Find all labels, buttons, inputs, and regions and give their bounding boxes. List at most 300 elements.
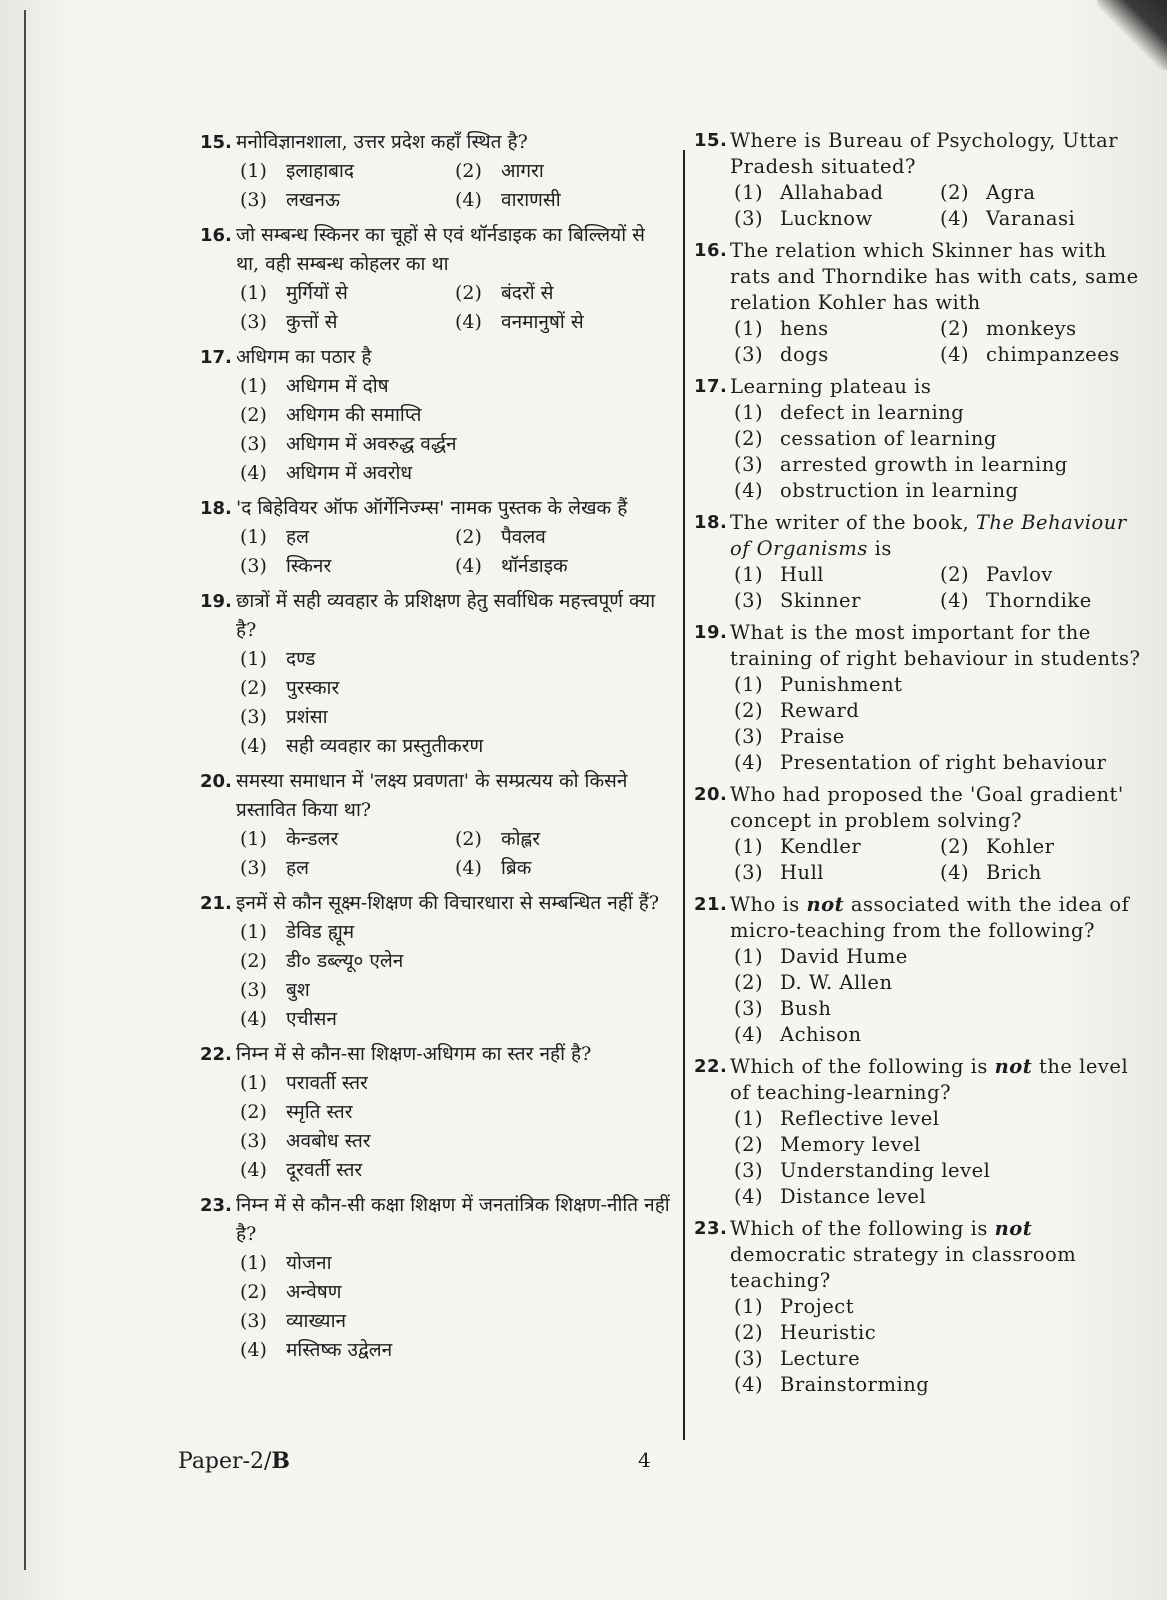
option-text: Punishment	[780, 673, 903, 696]
question-15	[200, 128, 670, 215]
option-text: अधिगम की समाप्ति	[286, 404, 422, 426]
option-text: dogs	[780, 343, 829, 366]
option-4	[240, 1336, 670, 1365]
question-text-part: Which of the following is	[730, 1217, 988, 1240]
option-text: Praise	[780, 725, 845, 748]
question-23	[694, 1216, 1146, 1398]
option-text: Lecture	[780, 1347, 861, 1370]
option-number: (1)	[734, 563, 764, 586]
option-3	[734, 342, 940, 368]
option-text: हल	[286, 526, 309, 548]
option-text: वनमानुषों से	[501, 311, 584, 333]
question-number: 18.	[200, 498, 232, 519]
question-text: The relation which Skinner has with rats and Thorndike has with cats, same relation Kohler has with	[730, 239, 1139, 314]
question-text: अधिगम का पठार है	[236, 346, 372, 368]
option-4	[455, 186, 670, 215]
options	[240, 918, 670, 1034]
option-text: monkeys	[986, 317, 1077, 340]
option-number: (4)	[455, 857, 482, 879]
question-text: समस्या समाधान में 'लक्ष्य प्रवणता' के सम्प्रत्यय को किसने प्रस्तावित किया था?	[236, 770, 628, 821]
option-4	[734, 1184, 1146, 1210]
question-text-part: Who is	[730, 893, 800, 916]
question-number: 22.	[200, 1044, 232, 1065]
question-text-emphasis: not	[806, 893, 845, 916]
option-3	[240, 1127, 670, 1156]
option-2	[240, 401, 670, 430]
option-text: Brich	[986, 861, 1042, 884]
option-3	[734, 1346, 1146, 1372]
option-text: Achison	[780, 1023, 862, 1046]
option-4	[240, 459, 670, 488]
option-text: हल	[286, 857, 309, 879]
option-2	[240, 947, 670, 976]
option-text: Reflective level	[780, 1107, 940, 1130]
option-number: (3)	[734, 589, 764, 612]
option-text: Presentation of right behaviour	[780, 751, 1107, 774]
option-number: (1)	[240, 921, 267, 943]
option-number: (4)	[734, 479, 764, 502]
option-text: योजना	[286, 1252, 332, 1274]
options	[240, 1069, 670, 1185]
question-21	[200, 889, 670, 1034]
option-text: Skinner	[780, 589, 861, 612]
option-4	[240, 1156, 670, 1185]
option-4	[734, 1372, 1146, 1398]
option-2	[455, 523, 670, 552]
option-text: डेविड ह्यूम	[286, 921, 355, 943]
option-number: (2)	[240, 1101, 267, 1123]
question-text-part: associated with the idea of micro-teaching from the following?	[730, 893, 1130, 942]
option-3	[734, 996, 1146, 1022]
option-number: (3)	[240, 706, 267, 728]
option-4	[455, 552, 670, 581]
option-text: arrested growth in learning	[780, 453, 1068, 476]
option-number: (3)	[734, 1347, 764, 1370]
question-18	[694, 510, 1146, 614]
question-number: 15.	[200, 132, 232, 153]
option-text: Thorndike	[986, 589, 1092, 612]
option-number: (4)	[734, 1185, 764, 1208]
option-1	[240, 1249, 670, 1278]
option-text: David Hume	[780, 945, 908, 968]
option-4	[940, 206, 1146, 232]
question-21	[694, 892, 1146, 1048]
option-1	[734, 562, 940, 588]
binding-edge	[24, 10, 26, 1570]
option-number: (3)	[240, 1310, 267, 1332]
option-1	[240, 645, 670, 674]
option-text: Bush	[780, 997, 832, 1020]
option-number: (2)	[455, 828, 482, 850]
option-4	[940, 342, 1146, 368]
option-text: कुत्तों से	[286, 311, 338, 333]
option-text: अधिगम में अवरोध	[286, 462, 413, 484]
option-number: (4)	[240, 462, 267, 484]
option-number: (2)	[734, 699, 764, 722]
options	[734, 316, 1146, 368]
option-1	[734, 944, 1146, 970]
option-number: (3)	[734, 997, 764, 1020]
question-text-emphasis: The Behaviour of Organisms	[730, 511, 1127, 560]
option-3	[734, 724, 1146, 750]
options	[240, 825, 670, 883]
option-number: (3)	[734, 1159, 764, 1182]
option-2	[734, 1132, 1146, 1158]
option-text: लखनऊ	[286, 189, 340, 211]
option-number: (2)	[455, 526, 482, 548]
question-22	[200, 1040, 670, 1185]
option-text: D. W. Allen	[780, 971, 893, 994]
option-3	[734, 1158, 1146, 1184]
option-4	[240, 1005, 670, 1034]
question-18	[200, 494, 670, 581]
option-text: Agra	[986, 181, 1036, 204]
option-3	[240, 430, 670, 459]
options	[734, 672, 1146, 776]
question-number: 17.	[694, 376, 728, 397]
option-text: डी० डब्ल्यू० एलेन	[286, 950, 404, 972]
hindi-column	[200, 128, 670, 1371]
question-text	[730, 1054, 1146, 1106]
options	[240, 1249, 670, 1365]
option-number: (1)	[240, 526, 267, 548]
option-text: अधिगम में अवरुद्ध वर्द्धन	[286, 433, 457, 455]
option-number: (4)	[940, 589, 970, 612]
option-3	[734, 588, 940, 614]
question-number: 16.	[200, 225, 232, 246]
option-number: (1)	[240, 828, 267, 850]
options	[240, 157, 670, 215]
option-text: सही व्यवहार का प्रस्तुतीकरण	[286, 735, 484, 757]
option-number: (2)	[455, 160, 482, 182]
option-number: (3)	[734, 861, 764, 884]
option-1	[240, 523, 455, 552]
option-number: (4)	[240, 1159, 267, 1181]
option-text: Distance level	[780, 1185, 927, 1208]
option-3	[734, 452, 1146, 478]
question-number: 19.	[200, 591, 232, 612]
option-number: (4)	[240, 735, 267, 757]
option-text: chimpanzees	[986, 343, 1120, 366]
option-number: (2)	[734, 971, 764, 994]
option-text: केन्डलर	[286, 828, 339, 850]
option-2	[240, 1278, 670, 1307]
options	[240, 523, 670, 581]
options	[734, 1294, 1146, 1398]
question-19	[694, 620, 1146, 776]
option-1	[734, 672, 1146, 698]
option-2	[734, 426, 1146, 452]
option-number: (4)	[940, 343, 970, 366]
question-number: 22.	[694, 1056, 728, 1077]
option-text: defect in learning	[780, 401, 965, 424]
option-number: (4)	[940, 861, 970, 884]
option-text: एचीसन	[286, 1008, 337, 1030]
option-text: स्किनर	[286, 555, 332, 577]
option-2	[940, 316, 1146, 342]
option-1	[734, 316, 940, 342]
english-column	[694, 128, 1146, 1404]
option-number: (1)	[240, 1252, 267, 1274]
option-4	[940, 588, 1146, 614]
page-corner-fold	[1097, 0, 1167, 70]
option-number: (1)	[734, 401, 764, 424]
option-number: (1)	[734, 835, 764, 858]
option-number: (4)	[734, 751, 764, 774]
option-number: (2)	[940, 317, 970, 340]
option-text: दण्ड	[286, 648, 316, 670]
option-text: मस्तिष्क उद्वेलन	[286, 1339, 393, 1361]
question-20	[200, 767, 670, 883]
column-divider	[683, 150, 685, 1440]
option-text: ब्रिक	[501, 857, 532, 879]
option-number: (1)	[734, 1107, 764, 1130]
page-number: 4	[638, 1448, 651, 1472]
question-text	[730, 892, 1146, 944]
option-text: Understanding level	[780, 1159, 991, 1182]
option-2	[734, 970, 1146, 996]
option-number: (3)	[734, 343, 764, 366]
question-number: 17.	[200, 347, 232, 368]
option-2	[240, 674, 670, 703]
option-1	[734, 834, 940, 860]
question-text: इनमें से कौन सूक्ष्म-शिक्षण की विचारधारा से सम्बन्धित नहीं हैं?	[236, 892, 660, 914]
options	[240, 279, 670, 337]
option-number: (4)	[455, 311, 482, 333]
option-text: मुर्गियों से	[286, 282, 348, 304]
question-text: Where is Bureau of Psychology, Uttar Pradesh situated?	[730, 129, 1119, 178]
option-text: बंदरों से	[501, 282, 554, 304]
option-number: (4)	[940, 207, 970, 230]
options	[240, 372, 670, 488]
option-3	[240, 308, 455, 337]
option-number: (3)	[240, 311, 267, 333]
question-20	[694, 782, 1146, 886]
option-text: Heuristic	[780, 1321, 877, 1344]
option-number: (4)	[455, 189, 482, 211]
question-text: निम्न में से कौन-सा शिक्षण-अधिगम का स्तर नहीं है?	[236, 1043, 592, 1065]
option-number: (1)	[240, 375, 267, 397]
option-text: Brainstorming	[780, 1373, 930, 1396]
option-text: परावर्ती स्तर	[286, 1072, 368, 1094]
option-2	[455, 157, 670, 186]
option-text: अवबोध स्तर	[286, 1130, 371, 1152]
question-text	[730, 1216, 1146, 1294]
option-number: (2)	[240, 950, 267, 972]
question-text-part: Which of the following is	[730, 1055, 988, 1078]
option-3	[734, 206, 940, 232]
option-1	[240, 825, 455, 854]
options	[734, 1106, 1146, 1210]
question-text-emphasis: not	[994, 1055, 1033, 1078]
question-number: 16.	[694, 240, 728, 261]
option-number: (3)	[734, 725, 764, 748]
question-number: 21.	[694, 894, 728, 915]
option-number: (4)	[240, 1008, 267, 1030]
options	[734, 562, 1146, 614]
option-1	[734, 400, 1146, 426]
option-number: (3)	[240, 189, 267, 211]
option-text: Kohler	[986, 835, 1055, 858]
option-text: वाराणसी	[501, 189, 561, 211]
option-text: Lucknow	[780, 207, 873, 230]
question-16	[200, 221, 670, 337]
option-number: (4)	[734, 1373, 764, 1396]
options	[734, 834, 1146, 886]
option-2	[940, 834, 1146, 860]
option-text: obstruction in learning	[780, 479, 1019, 502]
option-number: (1)	[240, 160, 267, 182]
question-number: 21.	[200, 893, 232, 914]
options	[734, 180, 1146, 232]
option-number: (3)	[240, 979, 267, 1001]
option-text: पैवलव	[501, 526, 546, 548]
option-2	[734, 698, 1146, 724]
option-text: इलाहाबाद	[286, 160, 355, 182]
option-4	[940, 860, 1146, 886]
question-22	[694, 1054, 1146, 1210]
option-number: (1)	[240, 648, 267, 670]
option-text: Reward	[780, 699, 860, 722]
question-text-part: The writer of the book,	[730, 511, 970, 534]
option-text: Hull	[780, 563, 825, 586]
option-number: (1)	[734, 1295, 764, 1318]
option-text: पुरस्कार	[286, 677, 340, 699]
option-2	[455, 825, 670, 854]
option-text: आगरा	[501, 160, 544, 182]
question-number: 18.	[694, 512, 728, 533]
option-number: (1)	[734, 673, 764, 696]
option-number: (3)	[734, 453, 764, 476]
option-1	[240, 918, 670, 947]
option-4	[734, 478, 1146, 504]
question-19	[200, 587, 670, 761]
option-2	[734, 1320, 1146, 1346]
option-number: (3)	[240, 1130, 267, 1152]
option-text: कोह्लर	[501, 828, 540, 850]
question-text-part: the level of teaching-learning?	[730, 1055, 1129, 1104]
question-number: 20.	[694, 784, 728, 805]
question-number: 23.	[200, 1195, 232, 1216]
question-23	[200, 1191, 670, 1365]
option-3	[240, 703, 670, 732]
option-text: Memory level	[780, 1133, 921, 1156]
option-3	[734, 860, 940, 886]
option-2	[240, 1098, 670, 1127]
option-number: (4)	[240, 1339, 267, 1361]
question-16	[694, 238, 1146, 368]
option-text: बुश	[286, 979, 310, 1001]
question-text: छात्रों में सही व्यवहार के प्रशिक्षण हेतु सर्वाधिक महत्त्वपूर्ण क्या है?	[236, 590, 656, 641]
option-number: (3)	[240, 857, 267, 879]
option-number: (3)	[240, 555, 267, 577]
option-2	[940, 562, 1146, 588]
option-text: Varanasi	[986, 207, 1076, 230]
option-1	[734, 180, 940, 206]
question-17	[694, 374, 1146, 504]
option-1	[240, 1069, 670, 1098]
option-number: (3)	[734, 207, 764, 230]
option-3	[240, 854, 455, 883]
option-4	[734, 750, 1146, 776]
option-text: Hull	[780, 861, 825, 884]
option-3	[240, 976, 670, 1005]
option-1	[734, 1106, 1146, 1132]
option-1	[240, 279, 455, 308]
question-number: 23.	[694, 1218, 728, 1239]
option-number: (2)	[240, 404, 267, 426]
option-number: (4)	[734, 1023, 764, 1046]
option-1	[240, 372, 670, 401]
option-text: Pavlov	[986, 563, 1053, 586]
option-text: Kendler	[780, 835, 862, 858]
option-text: cessation of learning	[780, 427, 997, 450]
option-number: (2)	[940, 835, 970, 858]
option-number: (1)	[240, 1072, 267, 1094]
option-3	[240, 186, 455, 215]
question-text: जो सम्बन्ध स्किनर का चूहों से एवं थॉर्नडाइक का बिल्लियों से था, वही सम्बन्ध कोहलर का था	[236, 224, 646, 275]
question-text: मनोविज्ञानशाला, उत्तर प्रदेश कहाँ स्थित है?	[236, 131, 528, 153]
question-text: Learning plateau is	[730, 375, 932, 398]
question-text-part: democratic strategy in classroom teaching?	[730, 1243, 1077, 1292]
options	[240, 645, 670, 761]
question-text	[730, 510, 1146, 562]
option-1	[240, 157, 455, 186]
paper-label: Paper-2/B	[178, 1448, 291, 1474]
question-text-part: is	[874, 537, 892, 560]
option-4	[455, 308, 670, 337]
option-2	[455, 279, 670, 308]
options	[734, 944, 1146, 1048]
option-number: (2)	[455, 282, 482, 304]
option-number: (2)	[940, 181, 970, 204]
option-number: (1)	[240, 282, 267, 304]
option-number: (1)	[734, 945, 764, 968]
question-15	[694, 128, 1146, 232]
option-number: (2)	[734, 1133, 764, 1156]
option-text: अधिगम में दोष	[286, 375, 389, 397]
option-number: (2)	[940, 563, 970, 586]
option-text: व्याख्यान	[286, 1310, 347, 1332]
option-text: स्मृति स्तर	[286, 1101, 353, 1123]
option-3	[240, 552, 455, 581]
option-1	[734, 1294, 1146, 1320]
question-text: 'द बिहेवियर ऑफ ऑर्गेनिज्म्स' नामक पुस्तक के लेखक हैं	[236, 497, 628, 519]
option-text: थॉर्नडाइक	[501, 555, 568, 577]
question-number: 19.	[694, 622, 728, 643]
question-17	[200, 343, 670, 488]
options	[734, 400, 1146, 504]
option-4	[455, 854, 670, 883]
option-text: hens	[780, 317, 829, 340]
question-text: What is the most important for the training of right behaviour in students?	[730, 621, 1141, 670]
option-number: (2)	[734, 427, 764, 450]
question-number: 15.	[694, 130, 728, 151]
option-number: (1)	[734, 317, 764, 340]
question-text-emphasis: not	[994, 1217, 1033, 1240]
option-text: दूरवर्ती स्तर	[286, 1159, 363, 1181]
option-2	[940, 180, 1146, 206]
question-text: निम्न में से कौन-सी कक्षा शिक्षण में जनतांत्रिक शिक्षण-नीति नहीं है?	[236, 1194, 670, 1245]
option-text: अन्वेषण	[286, 1281, 342, 1303]
option-text: प्रशंसा	[286, 706, 328, 728]
question-number: 20.	[200, 771, 232, 792]
option-number: (1)	[734, 181, 764, 204]
option-number: (2)	[240, 677, 267, 699]
option-3	[240, 1307, 670, 1336]
option-text: Allahabad	[780, 181, 884, 204]
option-text: Project	[780, 1295, 855, 1318]
